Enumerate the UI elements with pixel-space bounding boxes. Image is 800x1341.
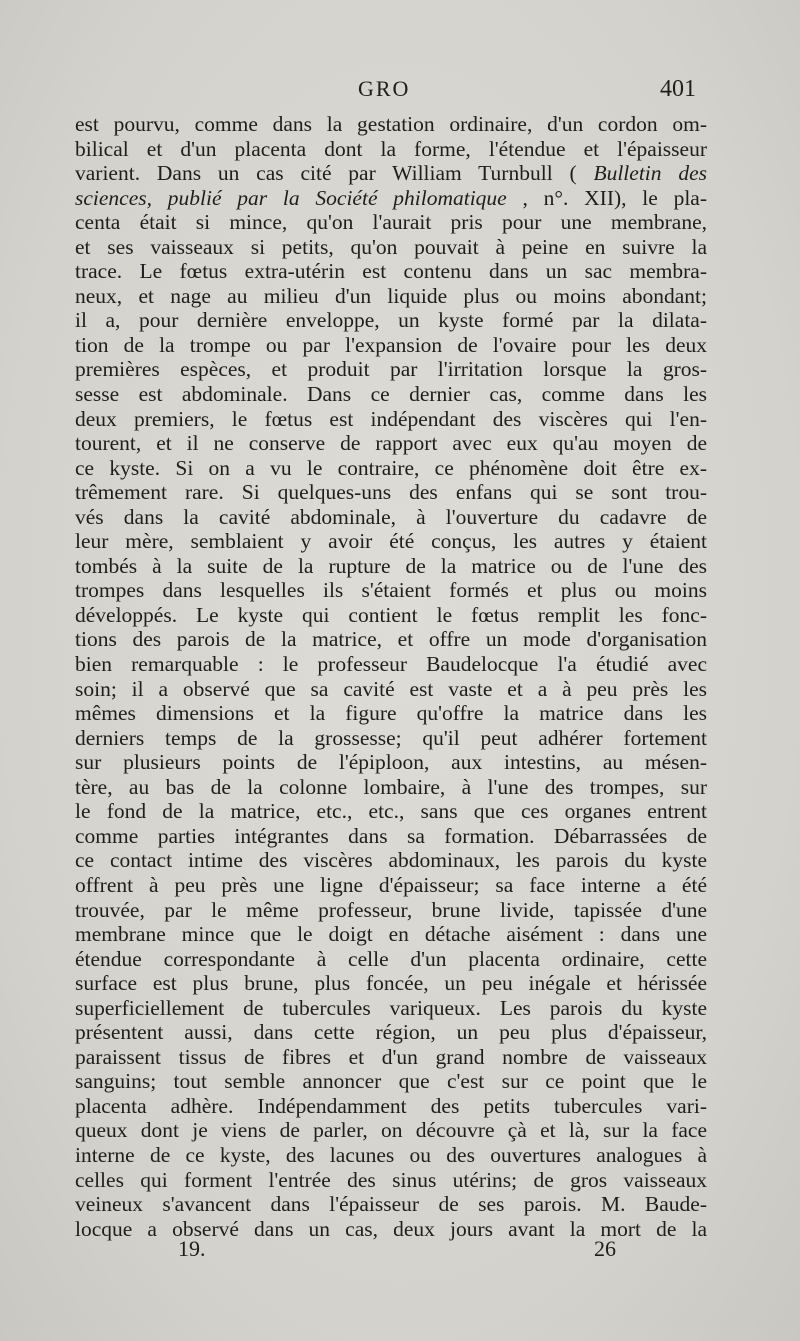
- text-segment: sanguins; tout semble annoncer que c'est sur ce point que le: [75, 1069, 707, 1094]
- text-line: [75, 505, 707, 530]
- running-head: GRO: [358, 76, 411, 101]
- text-segment: bien remarquable : le professeur Baudelocque l'a étudié avec: [75, 652, 707, 677]
- text-segment: vés dans la cavité abdominale, à l'ouverture du cadavre de: [75, 504, 707, 529]
- text-segment: et ses vaisseaux si petits, qu'on pouvait à peine en suivre la: [75, 234, 707, 259]
- text-segment: queux dont je viens de parler, on découvre çà et là, sur la face: [75, 1118, 707, 1143]
- text-line: [75, 161, 707, 186]
- text-segment: placenta adhère. Indépendamment des petits tubercules vari-: [75, 1093, 707, 1118]
- text-segment: étendue correspondante à celle d'un placenta ordinaire, cette: [75, 946, 707, 971]
- text-segment: développés. Le kyste qui contient le fœtus remplit les fonc-: [75, 602, 707, 627]
- text-segment: tion de la trompe ou par l'expansion de l'ovaire pour les deux: [75, 332, 707, 357]
- text-line: [75, 922, 707, 947]
- text-line: [75, 1143, 707, 1168]
- text-segment: veineux s'avancent dans l'épaisseur de ses parois. M. Baude-: [75, 1192, 707, 1217]
- page-footer: [0, 1236, 800, 1270]
- text-segment: interne de ce kyste, des lacunes ou des ouvertures analogues à: [75, 1142, 707, 1167]
- text-line: [75, 480, 707, 505]
- text-segment: ce contact intime des viscères abdominaux, les parois du kyste: [75, 848, 707, 873]
- text-line: [75, 186, 707, 211]
- text-line: [75, 677, 707, 702]
- text-line: [75, 1020, 707, 1045]
- text-segment: sur plusieurs points de l'épiploon, aux intestins, au mésen-: [75, 750, 707, 775]
- text-segment: surface est plus brune, plus foncée, un peu inégale et hérissée: [75, 971, 707, 996]
- text-line: [75, 431, 707, 456]
- text-line: [75, 799, 707, 824]
- text-segment: est pourvu, comme dans la gestation ordinaire, d'un cordon om-: [75, 112, 707, 136]
- text-line: [75, 1192, 707, 1217]
- text-segment: trêmement rare. Si quelques-uns des enfans qui se sont trou-: [75, 480, 707, 505]
- text-line: [75, 947, 707, 972]
- text-line: [75, 1069, 707, 1094]
- text-line: [75, 873, 707, 898]
- text-segment: tombés à la suite de la rupture de la matrice ou de l'une des: [75, 553, 707, 578]
- text-line: [75, 112, 707, 137]
- text-line: [75, 284, 707, 309]
- text-segment: varient. Dans un cas cité par William Turnbull (: [75, 161, 594, 186]
- text-line: [75, 824, 707, 849]
- text-line: [75, 750, 707, 775]
- signature-mark: 19.: [178, 1236, 206, 1261]
- text-segment: il a, pour dernière enveloppe, un kyste formé par la dilata-: [75, 308, 707, 333]
- text-line: [75, 357, 707, 382]
- text-line: [75, 971, 707, 996]
- text-line: [75, 137, 707, 162]
- text-segment: locque a observé dans un cas, deux jours avant la mort de la: [75, 1216, 707, 1241]
- text-segment: , n°. XII), le pla-: [506, 185, 708, 210]
- italic-segment: sciences, publié par la Société philomatique: [75, 185, 507, 210]
- text-segment: celles qui forment l'entrée des sinus utérins; de gros vaisseaux: [75, 1167, 707, 1192]
- text-line: [75, 1094, 707, 1119]
- text-segment: trouvée, par le même professeur, brune livide, tapissée d'une: [75, 897, 707, 922]
- text-segment: tions des parois de la matrice, et offre un mode d'organisation: [75, 627, 707, 652]
- text-line: [75, 235, 707, 260]
- text-segment: tourent, et il ne conserve de rapport avec eux qu'au moyen de: [75, 431, 707, 456]
- text-line: [75, 210, 707, 235]
- text-line: [75, 308, 707, 333]
- text-segment: membrane mince que le doigt en détache aisément : dans une: [75, 922, 707, 947]
- catchword: 26: [594, 1236, 616, 1261]
- text-line: [75, 1168, 707, 1193]
- text-segment: soin; il a observé que sa cavité est vaste et a à peu près les: [75, 676, 707, 701]
- text-segment: premières espèces, et produit par l'irritation lorsque la gros-: [75, 357, 707, 382]
- text-line: [75, 554, 707, 579]
- text-segment: leur mère, semblaient y avoir été conçus, les autres y étaient: [75, 529, 707, 554]
- text-line: [75, 701, 707, 726]
- page-number: 401: [660, 76, 696, 102]
- text-line: [75, 726, 707, 751]
- text-segment: centa était si mince, qu'on l'aurait pris pour une membrane,: [75, 210, 707, 235]
- text-line: [75, 775, 707, 800]
- text-segment: offrent à peu près une ligne d'épaisseur; sa face interne a été: [75, 872, 707, 897]
- text-segment: trace. Le fœtus extra-utérin est contenu dans un sac membra-: [75, 259, 707, 284]
- text-segment: ce kyste. Si on a vu le contraire, ce phénomène doit être ex-: [75, 455, 707, 480]
- text-segment: comme parties intégrantes dans sa formation. Débarrassées de: [75, 823, 707, 848]
- text-line: [75, 1118, 707, 1143]
- text-line: [75, 996, 707, 1021]
- text-line: [75, 382, 707, 407]
- text-segment: superficiellement de tubercules variqueux. Les parois du kyste: [75, 995, 707, 1020]
- text-segment: le fond de la matrice, etc., etc., sans que ces organes entrent: [75, 799, 707, 824]
- text-line: [75, 898, 707, 923]
- text-line: [75, 333, 707, 358]
- text-segment: tère, au bas de la colonne lombaire, à l'une des trompes, sur: [75, 774, 707, 799]
- text-line: [75, 578, 707, 603]
- text-segment: bilical et d'un placenta dont la forme, l'étendue et l'épaisseur: [75, 136, 707, 161]
- text-segment: derniers temps de la grossesse; qu'il peut adhérer fortement: [75, 725, 707, 750]
- body-text: [75, 112, 707, 1241]
- text-segment: paraissent tissus de fibres et d'un grand nombre de vaisseaux: [75, 1044, 707, 1069]
- text-segment: deux premiers, le fœtus est indépendant des viscères qui l'en-: [75, 406, 707, 431]
- text-segment: trompes dans lesquelles ils s'étaient formés et plus ou moins: [75, 578, 707, 603]
- text-segment: mêmes dimensions et la figure qu'offre la matrice dans les: [75, 701, 707, 726]
- text-line: [75, 603, 707, 628]
- text-line: [75, 529, 707, 554]
- text-line: [75, 1045, 707, 1070]
- text-segment: présentent aussi, dans cette région, un peu plus d'épaisseur,: [75, 1020, 707, 1045]
- text-line: [75, 652, 707, 677]
- text-line: [75, 456, 707, 481]
- text-segment: neux, et nage au milieu d'un liquide plus ou moins abondant;: [75, 283, 707, 308]
- text-line: [75, 259, 707, 284]
- text-segment: sesse est abdominale. Dans ce dernier cas, comme dans les: [75, 382, 707, 407]
- text-line: [75, 407, 707, 432]
- page-header: [0, 76, 800, 110]
- text-line: [75, 848, 707, 873]
- text-line: [75, 627, 707, 652]
- italic-segment: Bulletin des: [593, 161, 707, 186]
